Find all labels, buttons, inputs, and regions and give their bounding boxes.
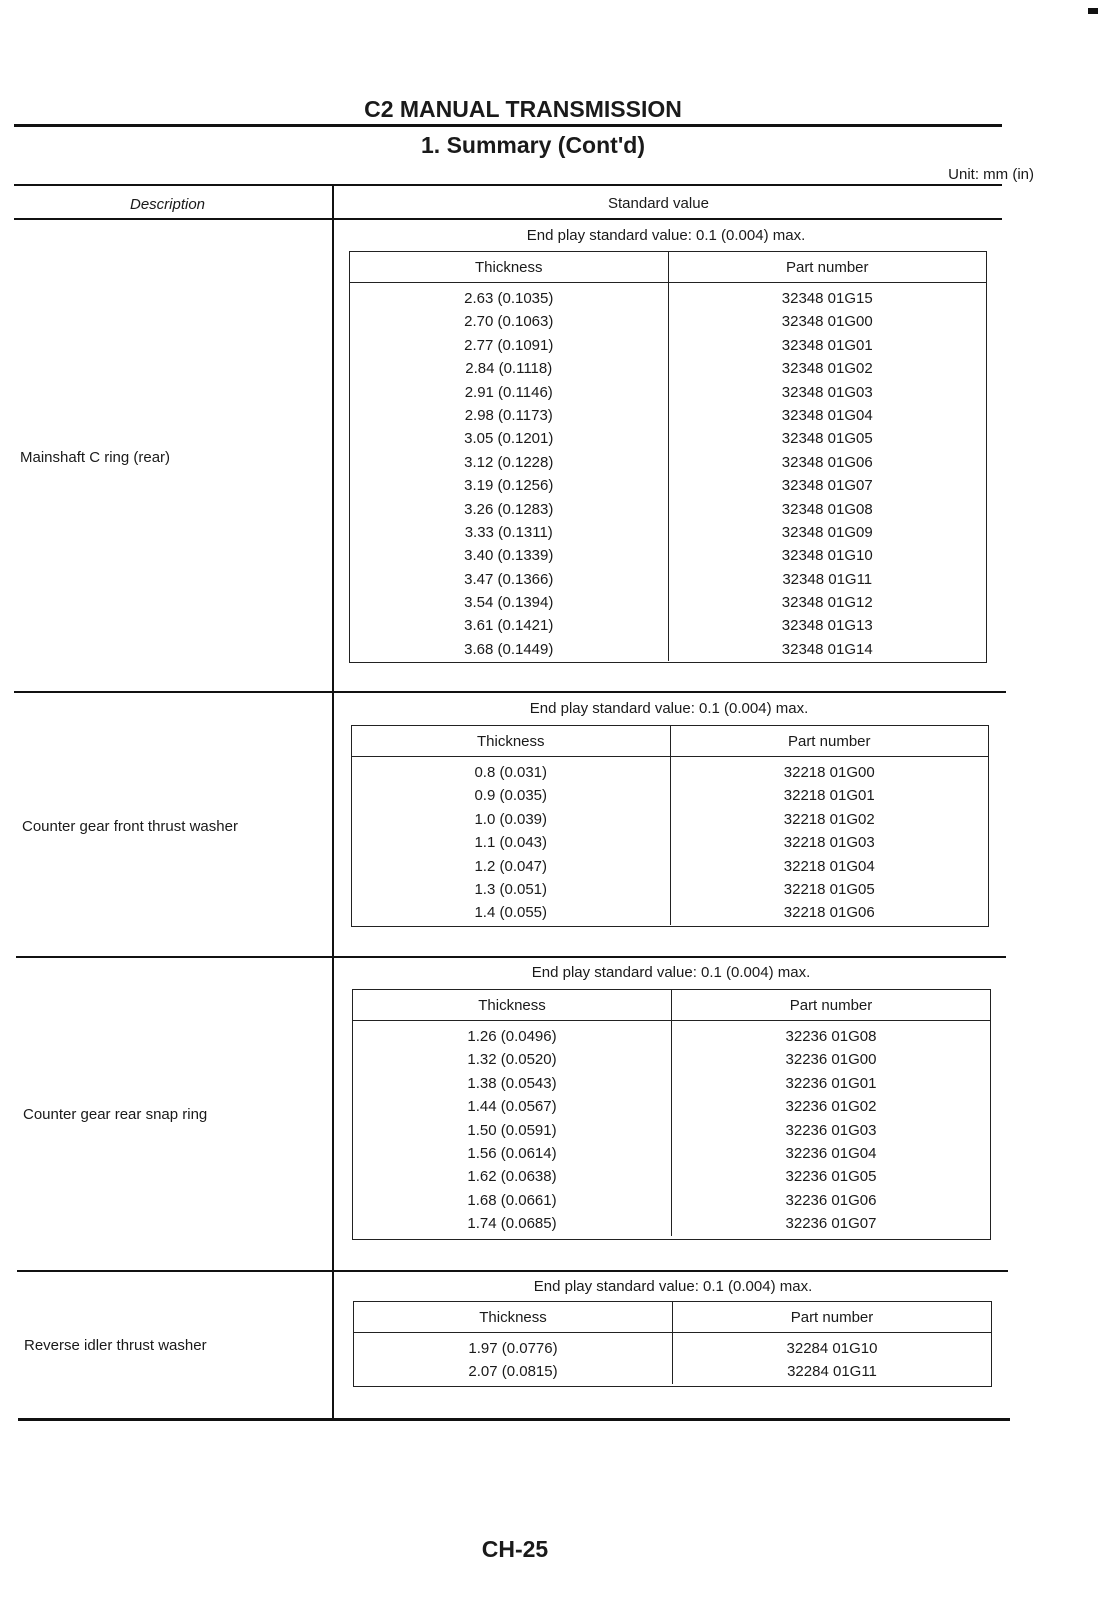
corner-mark (1088, 8, 1098, 14)
thickness-cell: 3.05 (0.1201) (464, 430, 554, 448)
section-divider (16, 956, 1006, 958)
part-number-cell: 32348 01G10 (781, 547, 873, 565)
standard-value-column-header: Standard value (608, 195, 709, 212)
thickness-cell: 1.44 (0.0567) (467, 1098, 557, 1116)
part-number-header: Part number (785, 258, 869, 276)
thickness-cell: 1.50 (0.0591) (467, 1121, 557, 1139)
table-bottom-rule (18, 1418, 1010, 1421)
part-number-column (671, 757, 989, 925)
part-number-cell: 32218 01G05 (783, 880, 875, 898)
thickness-cell: 2.77 (0.1091) (464, 336, 554, 354)
part-number-cell: 32218 01G03 (783, 834, 875, 852)
section-divider (14, 691, 1006, 693)
section-title: C2 MANUAL TRANSMISSION (364, 96, 682, 122)
part-number-cell: 32218 01G02 (783, 810, 875, 828)
thickness-cell: 2.84 (0.1118) (465, 360, 553, 378)
part-number-cell: 32218 01G00 (783, 764, 875, 781)
part-number-cell: 32236 01G07 (785, 1215, 877, 1233)
thickness-column (352, 757, 671, 925)
end-play-note: End play standard value: 0.1 (0.004) max. (529, 700, 809, 717)
thickness-cell: 1.1 (0.043) (474, 834, 548, 852)
end-play-note: End play standard value: 0.1 (0.004) max. (526, 227, 806, 244)
thickness-cell: 1.32 (0.0520) (467, 1051, 557, 1069)
part-number-cell: 32348 01G06 (781, 453, 873, 471)
thickness-header: Thickness (350, 252, 669, 282)
thickness-cell: 3.33 (0.1311) (464, 523, 553, 541)
thickness-cell: 2.63 (0.1035) (464, 290, 554, 307)
thickness-cell: 3.12 (0.1228) (464, 453, 554, 471)
thickness-cell: 2.98 (0.1173) (464, 406, 553, 424)
part-number-cell: 32236 01G01 (785, 1074, 877, 1092)
thickness-cell: 3.54 (0.1394) (464, 594, 554, 612)
part-number-cell: 32236 01G05 (785, 1168, 877, 1186)
thickness-cell: 2.07 (0.0815) (468, 1363, 558, 1381)
part-number-cell: 32236 01G02 (785, 1098, 877, 1116)
part-number-cell: 32236 01G00 (785, 1051, 877, 1069)
part-number-cell: 32348 01G05 (781, 430, 873, 448)
thickness-column (353, 1021, 672, 1236)
part-number-header: Part number (787, 732, 871, 750)
part-number-cell: 32348 01G15 (781, 290, 873, 307)
part-number-cell: 32218 01G01 (783, 787, 875, 805)
part-number-cell: 32348 01G11 (782, 570, 873, 588)
table-top-rule (14, 184, 1002, 186)
thickness-table (353, 1301, 992, 1387)
thickness-cell: 1.62 (0.0638) (467, 1168, 557, 1186)
part-number-cell: 32348 01G01 (781, 336, 873, 354)
thickness-cell: 3.19 (0.1256) (464, 477, 554, 495)
thickness-header: Thickness (354, 1302, 673, 1332)
title-rule (14, 124, 1002, 127)
description-reverse-idler-thrust-washer: Reverse idler thrust washer (24, 1337, 207, 1354)
part-number-cell: 32348 01G12 (781, 594, 873, 612)
part-number-column (672, 1021, 990, 1236)
thickness-cell: 3.40 (0.1339) (464, 547, 554, 565)
part-number-cell: 32236 01G06 (785, 1191, 877, 1209)
thickness-cell: 3.26 (0.1283) (464, 500, 554, 518)
part-number-cell: 32218 01G06 (783, 904, 875, 922)
thickness-cell: 1.74 (0.0685) (467, 1215, 557, 1233)
thickness-cell: 1.2 (0.047) (474, 857, 548, 875)
thickness-cell: 1.97 (0.0776) (468, 1340, 558, 1357)
part-number-cell: 32236 01G08 (785, 1028, 877, 1045)
part-number-cell: 32348 01G04 (781, 406, 873, 424)
part-number-cell: 32348 01G08 (781, 500, 873, 518)
thickness-column (354, 1333, 673, 1384)
column-divider (332, 186, 334, 1420)
description-mainshaft-c-ring: Mainshaft C ring (rear) (20, 449, 171, 466)
thickness-header: Thickness (352, 726, 671, 756)
page-number: CH-25 (481, 1536, 549, 1562)
part-number-cell: 32236 01G03 (785, 1121, 877, 1139)
part-number-cell: 32348 01G03 (781, 383, 873, 401)
thickness-header: Thickness (353, 990, 672, 1020)
thickness-cell: 1.0 (0.039) (474, 810, 548, 828)
thickness-cell: 0.9 (0.035) (474, 787, 548, 805)
part-number-cell: 32348 01G02 (781, 360, 873, 378)
thickness-cell: 1.4 (0.055) (474, 904, 548, 922)
part-number-header: Part number (789, 996, 873, 1014)
thickness-cell: 3.61 (0.1421) (464, 617, 554, 635)
header-bottom-rule (14, 218, 1002, 220)
part-number-cell: 32284 01G10 (786, 1340, 878, 1357)
section-divider (17, 1270, 1008, 1272)
description-column-header: Description (130, 196, 206, 213)
thickness-cell: 3.68 (0.1449) (464, 640, 554, 658)
part-number-cell: 32348 01G13 (781, 617, 873, 635)
part-number-cell: 32218 01G04 (783, 857, 875, 875)
thickness-cell: 3.47 (0.1366) (464, 570, 554, 588)
part-number-cell: 32348 01G07 (781, 477, 873, 495)
thickness-cell: 2.91 (0.1146) (464, 383, 553, 401)
part-number-header: Part number (790, 1308, 874, 1326)
part-number-cell: 32348 01G14 (781, 640, 873, 658)
thickness-cell: 1.68 (0.0661) (467, 1191, 557, 1209)
unit-label: Unit: mm (in) (948, 166, 1034, 183)
part-number-cell: 32348 01G09 (781, 523, 873, 541)
part-number-cell: 32348 01G00 (781, 313, 873, 331)
thickness-cell: 1.26 (0.0496) (467, 1028, 557, 1045)
thickness-cell: 1.3 (0.051) (474, 880, 548, 898)
part-number-column (669, 283, 987, 661)
thickness-cell: 1.56 (0.0614) (467, 1144, 557, 1162)
thickness-cell: 2.70 (0.1063) (464, 313, 554, 331)
end-play-note: End play standard value: 0.1 (0.004) max. (531, 964, 811, 981)
description-counter-gear-front-thrust-washer: Counter gear front thrust washer (22, 818, 238, 835)
thickness-table (349, 251, 987, 663)
part-number-column (673, 1333, 991, 1384)
end-play-note: End play standard value: 0.1 (0.004) max. (533, 1278, 813, 1295)
part-number-cell: 32236 01G04 (785, 1144, 877, 1162)
thickness-table (352, 989, 991, 1240)
thickness-column (350, 283, 669, 661)
page-subtitle: 1. Summary (Cont'd) (421, 132, 645, 158)
thickness-cell: 1.38 (0.0543) (467, 1074, 557, 1092)
part-number-cell: 32284 01G11 (787, 1363, 877, 1381)
description-counter-gear-rear-snap-ring: Counter gear rear snap ring (23, 1106, 208, 1123)
thickness-cell: 0.8 (0.031) (474, 764, 548, 781)
thickness-table (351, 725, 989, 927)
